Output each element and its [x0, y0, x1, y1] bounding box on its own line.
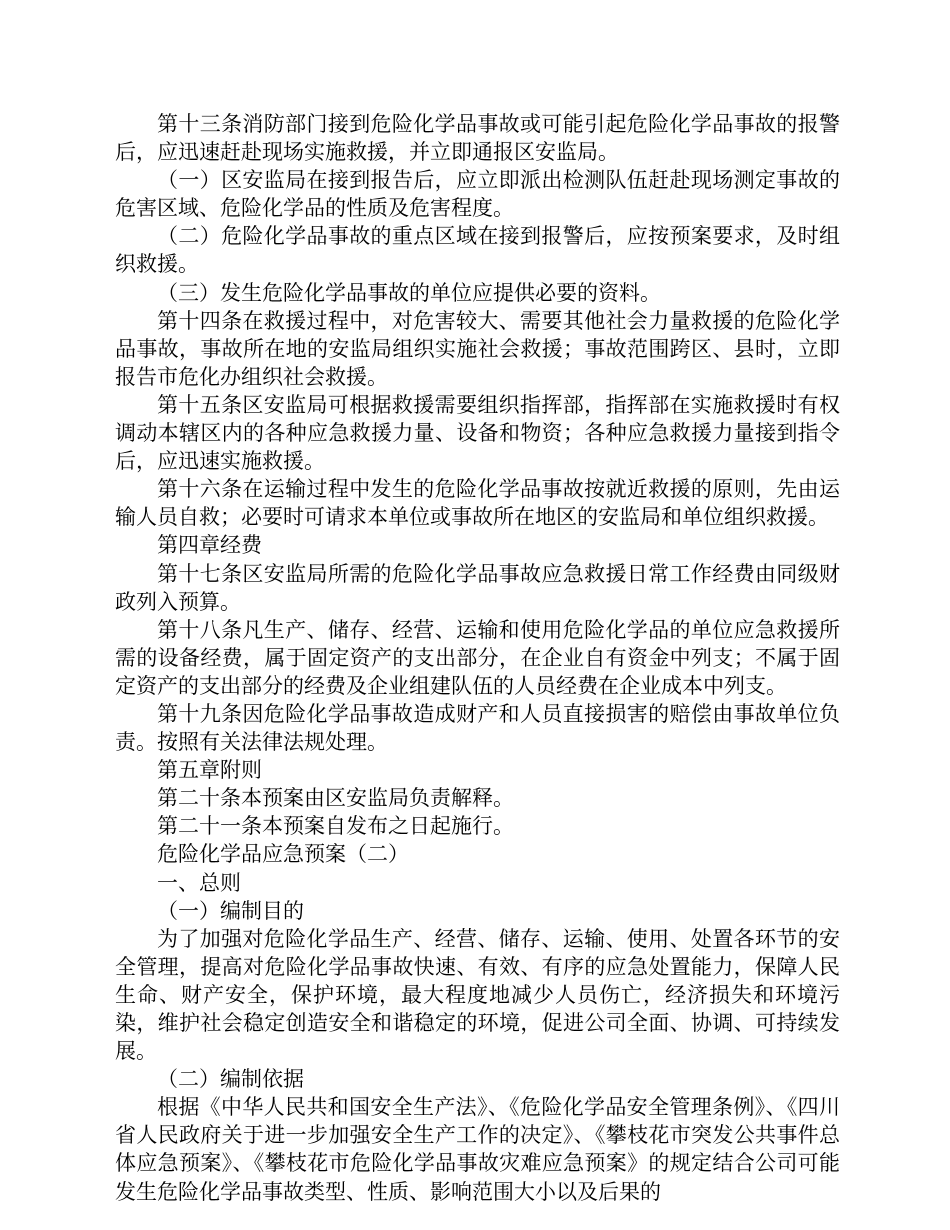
- section-general-heading: 一、总则: [157, 870, 241, 895]
- basis-text: 根据《中华人民共和国安全生产法》、《危险化学品安全管理条例》、《四川省人民政府关于进一步加强安全生产工作的决定》、《攀枝花市突发公共事件总体应急预案》、《攀枝花市危险化学品事故灾难应急预案》的规定结合公司可能发生危险化学品事故类型、性质、影响范围大小以及后果的: [115, 1095, 840, 1204]
- article-17: 第十七条区安监局所需的危险化学品事故应急救援日常工作经费由同级财政列入预算。: [115, 561, 840, 614]
- article-21: 第二十一条本预案自发布之日起施行。: [157, 814, 514, 839]
- article-18: 第十八条凡生产、储存、经营、运输和使用危险化学品的单位应急救援所需的设备经费，属于固定资产的支出部分，在企业自有资金中列支；不属于固定资产的支出部分的经费及企业组建队伍的人员经费在企业成本中列支。: [115, 617, 840, 698]
- plan-2-title: 危险化学品应急预案（二）: [157, 842, 409, 867]
- article-20: 第二十条本预案由区安监局负责解释。: [157, 786, 514, 811]
- article-13-item-2: （二）危险化学品事故的重点区域在接到报警后，应按预案要求，及时组织救援。: [115, 224, 840, 277]
- article-13: 第十三条消防部门接到危险化学品事故或可能引起危险化学品事故的报警后，应迅速赶赴现场实施救援，并立即通报区安监局。: [115, 112, 840, 165]
- basis-heading: （二）编制依据: [157, 1067, 304, 1092]
- chapter-5-heading: 第五章附则: [157, 758, 262, 783]
- article-16: 第十六条在运输过程中发生的危险化学品事故按就近救援的原则，先由运输人员自救；必要时可请求本单位或事故所在地区的安监局和单位组织救援。: [115, 477, 840, 530]
- article-19: 第十九条因危险化学品事故造成财产和人员直接损害的赔偿由事故单位负责。按照有关法律法规处理。: [115, 701, 840, 755]
- article-15: 第十五条区安监局可根据救援需要组织指挥部，指挥部在实施救援时有权调动本辖区内的各种应急救援力量、设备和物资；各种应急救援力量接到指令后，应迅速实施救援。: [115, 392, 840, 474]
- article-14: 第十四条在救援过程中，对危害较大、需要其他社会力量救援的危险化学品事故，事故所在地的安监局组织实施社会救援；事故范围跨区、县时，立即报告市危化办组织社会救援。: [115, 308, 840, 389]
- document-page: [115, 110, 840, 1206]
- purpose-text: 为了加强对危险化学品生产、经营、储存、运输、使用、处置各环节的安全管理，提高对危险化学品事故快速、有效、有序的应急处置能力，保障人民生命、财产安全，保护环境，最大程度地减少人员伤亡，经济损失和环境污染，维护社会稳定创造安全和谐稳定的环境，促进公司全面、协调、可持续发展。: [115, 926, 840, 1064]
- article-13-item-1: （一）区安监局在接到报告后，应立即派出检测队伍赶赴现场测定事故的危害区域、危险化学品的性质及危害程度。: [115, 168, 840, 221]
- purpose-heading: （一）编制目的: [157, 898, 304, 923]
- article-13-item-3: （三）发生危险化学品事故的单位应提供必要的资料。: [157, 280, 661, 305]
- chapter-4-heading: 第四章经费: [157, 533, 262, 558]
